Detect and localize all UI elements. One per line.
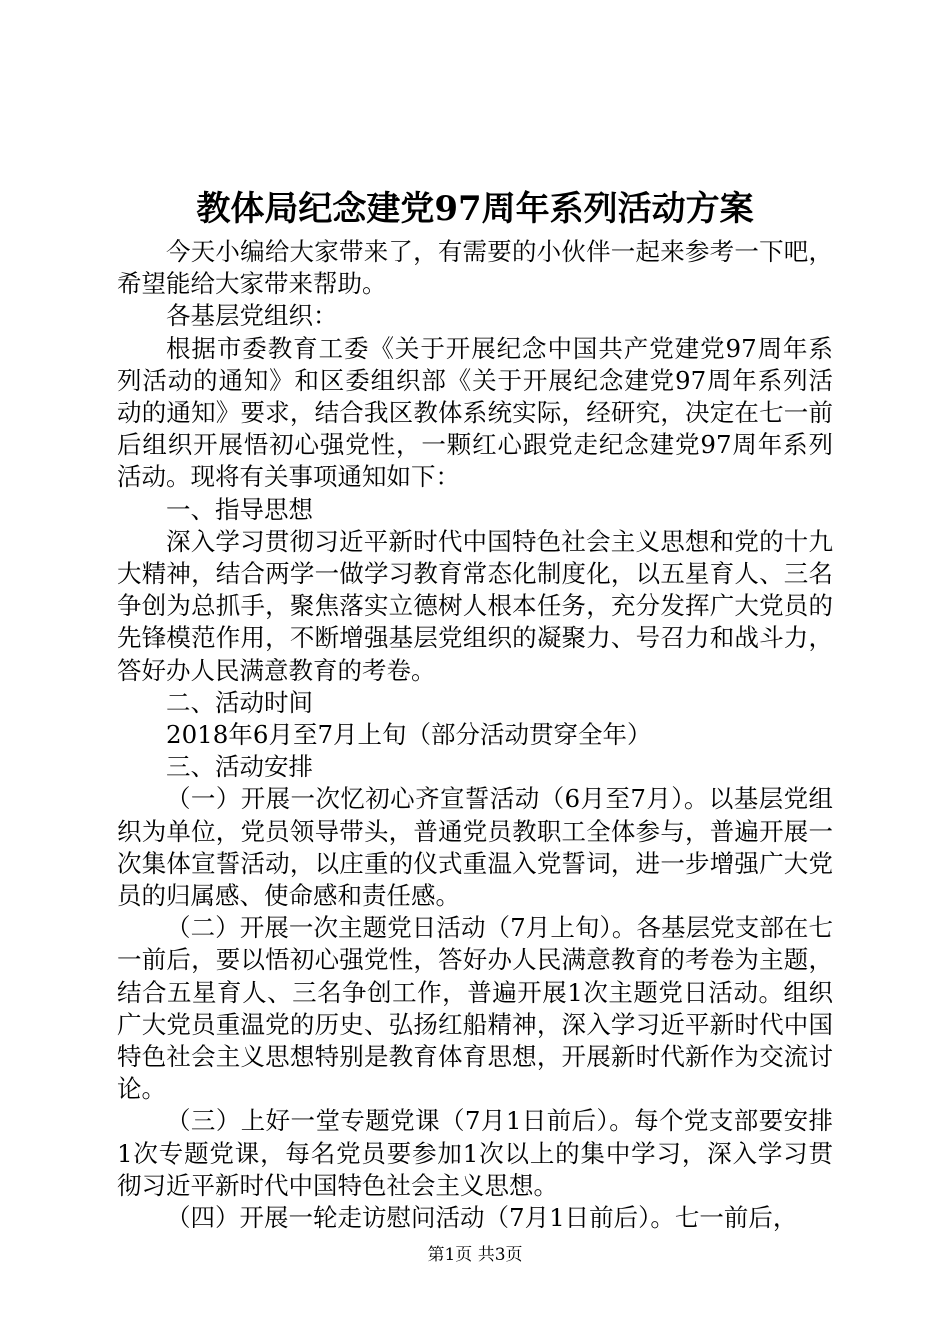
- paragraph-arrangement-2: （二）开展一次主题党日活动（7月上旬）。各基层党支部在七一前后，要以悟初心强党性，答好办人民满意教育的考卷为主题，结合五星育人、三名争创工作，普遍开展1次主题党日活动。组织广大党员重温党的历史、弘扬红船精神，深入学习近平新时代中国特色社会主义思想特别是教育体育思想，开展新时代新作为交流讨论。: [117, 913, 833, 1104]
- paragraph-intro: 今天小编给大家带来了，有需要的小伙伴一起来参考一下吧，希望能给大家带来帮助。: [117, 237, 833, 299]
- page-footer: 第1页 共3页: [427, 1245, 523, 1265]
- document-title: 教体局纪念建党97周年系列活动方案: [196, 189, 754, 229]
- paragraph-background: 根据市委教育工委《关于开展纪念中国共产党建党97周年系列活动的通知》和区委组织部《关于开展纪念建党97周年系列活动的通知》要求，结合我区教体系统实际，经研究，决定在七一前后组织开展悟初心强党性，一颗红心跟党走纪念建党97周年系列活动。现将有关事项通知如下：: [117, 333, 833, 492]
- section-heading-activity-arrangement: 三、活动安排: [166, 752, 313, 782]
- paragraph-arrangement-1: （一）开展一次忆初心齐宣誓活动（6月至7月）。以基层党组织为单位，党员领导带头，普通党员教职工全体参与，普遍开展一次集体宣誓活动，以庄重的仪式重温入党誓词，进一步增强广大党员的归属感、使命感和责任感。: [117, 784, 833, 911]
- paragraph-activity-time: 2018年6月至7月上旬（部分活动贯穿全年）: [166, 720, 652, 750]
- section-heading-guiding-thought: 一、指导思想: [166, 494, 313, 524]
- document-body: [117, 236, 833, 1234]
- paragraph-arrangement-3: （三）上好一堂专题党课（7月1日前后）。每个党支部要安排1次专题党课，每名党员要参加1次以上的集中学习，深入学习贯彻习近平新时代中国特色社会主义思想。: [117, 1106, 833, 1200]
- paragraph-arrangement-4: （四）开展一轮走访慰问活动（7月1日前后）。七一前后，: [166, 1203, 798, 1233]
- paragraph-guiding-thought: 深入学习贯彻习近平新时代中国特色社会主义思想和党的十九大精神，结合两学一做学习教育常态化制度化，以五星育人、三名争创为总抓手，聚焦落实立德树人根本任务，充分发挥广大党员的先锋模范作用，不断增强基层党组织的凝聚力、号召力和战斗力，答好办人民满意教育的考卷。: [117, 526, 833, 685]
- section-heading-activity-time: 二、活动时间: [166, 687, 313, 717]
- paragraph-salutation: 各基层党组织：: [166, 301, 338, 331]
